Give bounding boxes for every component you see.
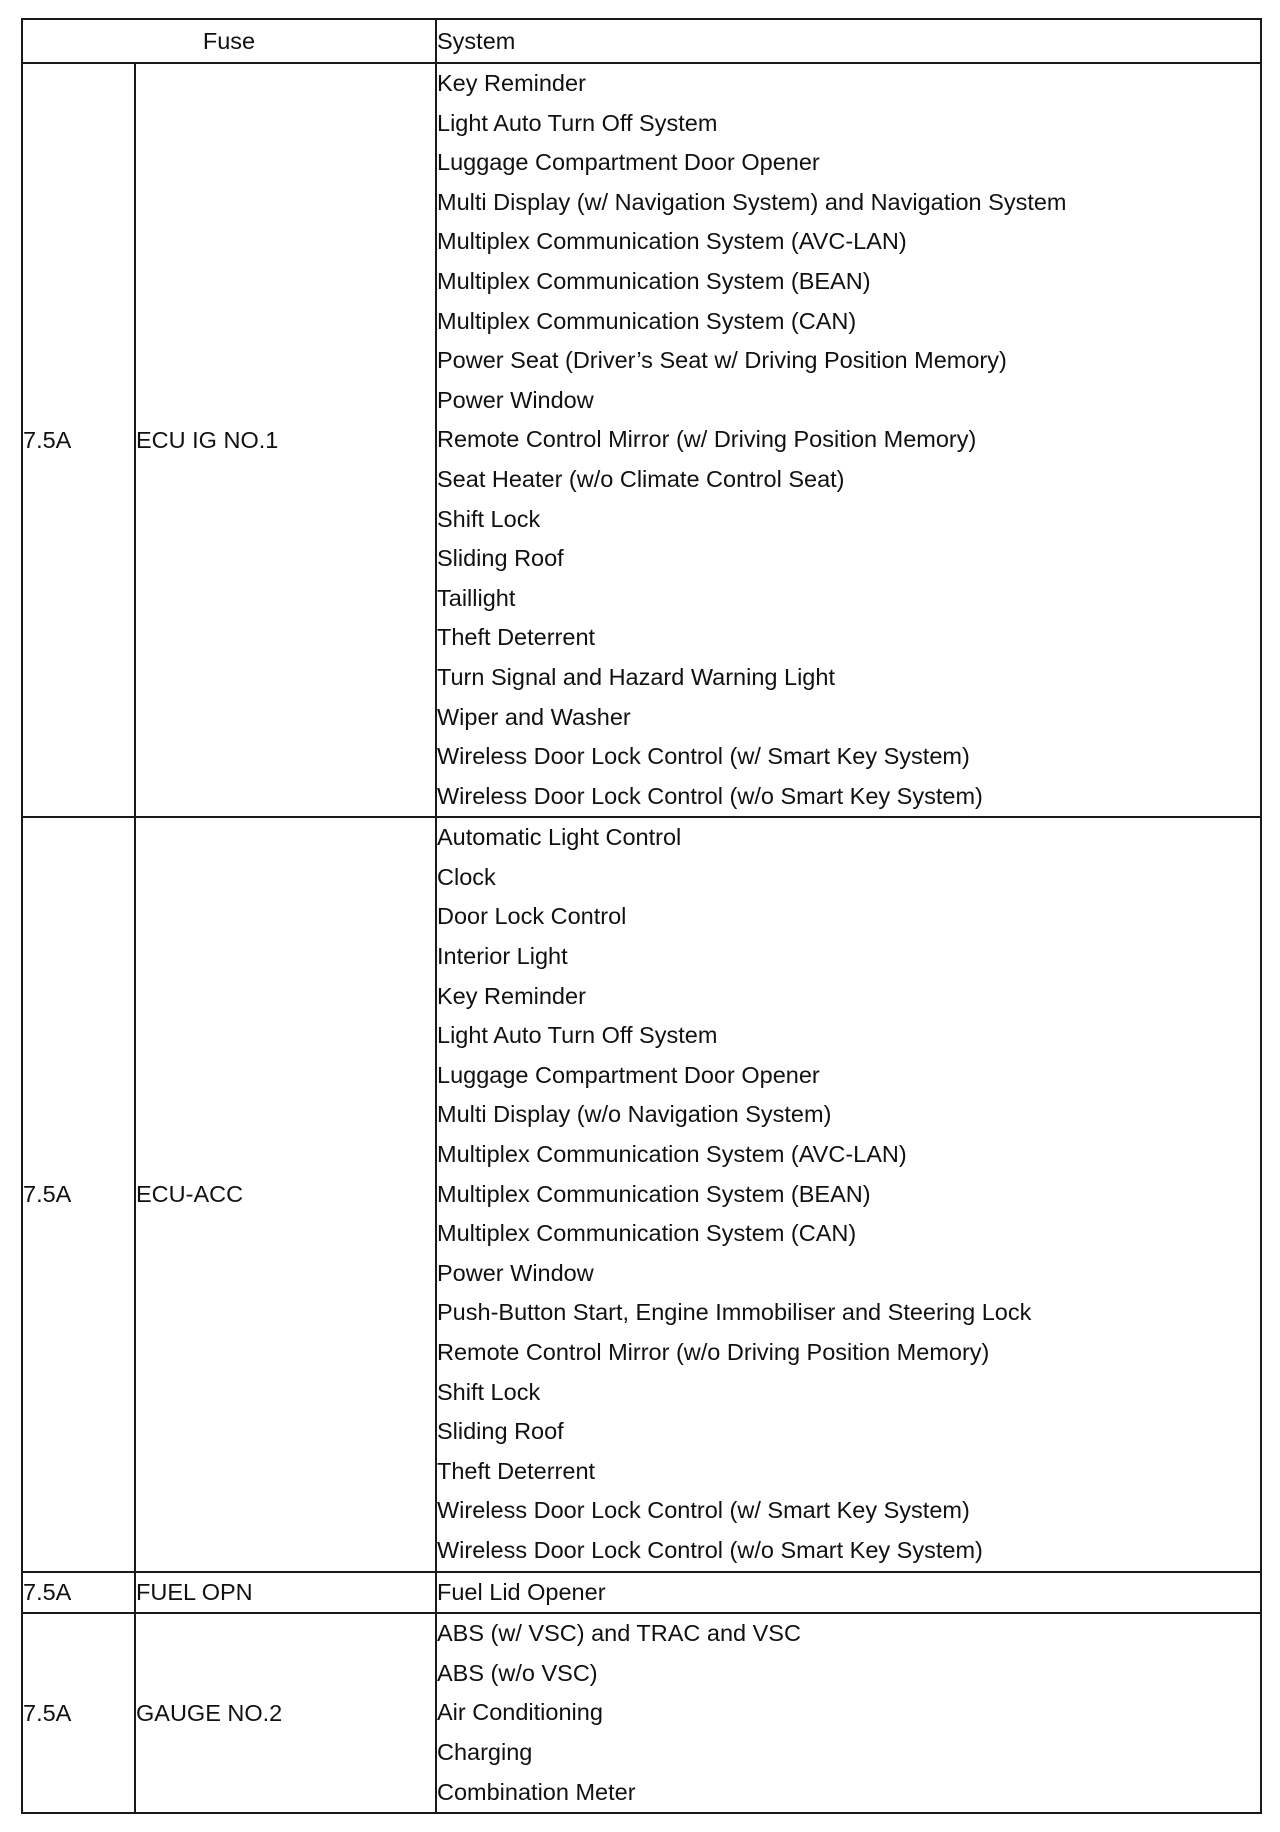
system-item: Sliding Roof <box>437 545 564 572</box>
system-item: Key Reminder <box>437 70 586 96</box>
system-item: Interior Light <box>437 943 568 970</box>
fuse-column-header: Fuse <box>22 19 436 63</box>
fuse-amperage-cell: 7.5A <box>22 817 135 1571</box>
system-item: Wireless Door Lock Control (w/ Smart Key System) <box>437 1497 970 1524</box>
table-row <box>22 1572 1261 1614</box>
system-item: Wiper and Washer <box>437 703 631 730</box>
system-column-header: System <box>436 19 1261 63</box>
table-row <box>22 817 1261 1571</box>
table-body <box>22 63 1261 1813</box>
system-item: Light Auto Turn Off System <box>437 1022 718 1049</box>
system-item: Wireless Door Lock Control (w/o Smart Key System) <box>437 1536 983 1563</box>
system-item: Multi Display (w/ Navigation System) and Navigation System <box>437 188 1067 215</box>
system-item: Automatic Light Control <box>437 824 682 851</box>
system-item: ABS (w/ VSC) and TRAC and VSC <box>437 1620 801 1647</box>
system-item: Multiplex Communication System (BEAN) <box>437 1180 871 1207</box>
fuse-name-cell: GAUGE NO.2 <box>135 1613 436 1813</box>
system-item: Multiplex Communication System (AVC-LAN) <box>437 1141 907 1168</box>
table-row <box>22 1613 1261 1813</box>
system-item: Taillight <box>437 584 516 611</box>
system-list-cell <box>436 817 1261 1571</box>
table-header-row <box>22 19 1261 63</box>
system-item: Sliding Roof <box>437 1418 564 1445</box>
system-item: Key Reminder <box>437 982 586 1009</box>
system-item: Wireless Door Lock Control (w/ Smart Key System) <box>437 743 970 770</box>
system-item: Charging <box>437 1738 533 1765</box>
system-item: Remote Control Mirror (w/o Driving Position Memory) <box>437 1339 990 1365</box>
table-row <box>22 63 1261 817</box>
fuse-name-cell: FUEL OPN <box>135 1572 436 1614</box>
system-item: Door Lock Control <box>437 903 627 930</box>
system-item: Light Auto Turn Off System <box>437 109 718 136</box>
system-item: Theft Deterrent <box>437 1457 596 1484</box>
system-item: Power Seat (Driver’s Seat w/ Driving Position Memory) <box>437 347 1007 374</box>
system-item: Multiplex Communication System (CAN) <box>437 1220 857 1247</box>
fuse-table <box>21 18 1262 1814</box>
fuse-amperage-cell: 7.5A <box>22 63 135 817</box>
system-item: ABS (w/o VSC) <box>437 1659 598 1686</box>
system-list-cell <box>436 1572 1261 1614</box>
fuse-amperage-cell: 7.5A <box>22 1613 135 1813</box>
system-list-cell <box>436 1613 1261 1813</box>
system-item: Air Conditioning <box>437 1699 603 1726</box>
system-item: Multiplex Communication System (BEAN) <box>437 267 871 294</box>
system-item: Multiplex Communication System (AVC-LAN) <box>437 228 907 255</box>
system-item: Multi Display (w/o Navigation System) <box>437 1101 832 1128</box>
system-item: Remote Control Mirror (w/ Driving Position Memory) <box>437 426 977 453</box>
fuse-name-cell: ECU-ACC <box>135 817 436 1571</box>
system-item: Shift Lock <box>437 505 541 532</box>
system-item: Fuel Lid Opener <box>437 1578 606 1605</box>
system-item: Turn Signal and Hazard Warning Light <box>437 663 835 690</box>
system-item: Theft Deterrent <box>437 624 596 651</box>
system-item: Power Window <box>437 1259 594 1286</box>
fuse-name-cell: ECU IG NO.1 <box>135 63 436 817</box>
system-item: Luggage Compartment Door Opener <box>437 1061 820 1088</box>
system-item: Shift Lock <box>437 1378 541 1405</box>
system-item: Combination Meter <box>437 1778 636 1805</box>
system-item: Seat Heater (w/o Climate Control Seat) <box>437 465 845 492</box>
system-item: Power Window <box>437 386 594 413</box>
fuse-amperage-cell: 7.5A <box>22 1572 135 1614</box>
system-item: Multiplex Communication System (CAN) <box>437 307 857 334</box>
system-item: Luggage Compartment Door Opener <box>437 149 820 176</box>
system-list-cell <box>436 63 1261 817</box>
system-item: Clock <box>437 863 496 890</box>
system-item: Wireless Door Lock Control (w/o Smart Key System) <box>437 782 983 809</box>
system-item: Push-Button Start, Engine Immobiliser and Steering Lock <box>437 1299 1032 1326</box>
